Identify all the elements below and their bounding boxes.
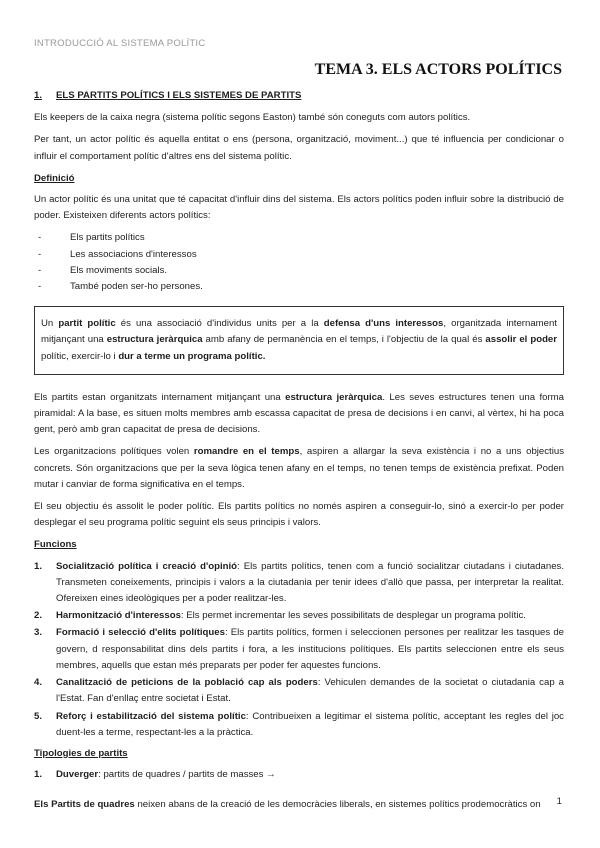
intro-paragraph-1: Els keepers de la caixa negra (sistema polític segons Easton) també són coneguts com autors polítics. bbox=[34, 112, 471, 124]
section-title: ELS PARTITS POLÍTICS I ELS SISTEMES DE PARTITS bbox=[56, 90, 302, 101]
definition-box bbox=[34, 306, 564, 375]
tipologia-item: 1. Duverger: partits de quadres / partits de masses → bbox=[34, 769, 276, 781]
document-title: TEMA 3. ELS ACTORS POLÍTICS bbox=[314, 61, 562, 78]
intro-paragraph-2: Per tant, un actor polític és aquella entitat o ens (persona, organització, moviment...) que té influencia per condicionar o influir el comportament polític d'altres ens del sistema polític. bbox=[34, 134, 564, 162]
list-item: 5. Reforç i estabilització del sistema polític: Contribueixen a legitimar el sistema polític, acceptant les regles del joc duent-les a terme, respectant-les a la pràctica. bbox=[34, 710, 564, 738]
list-item: 4. Canalització de peticions de la població cap als poders: Vehiculen demandes de la societat o ciutadania cap a l'Estat. Fan d'enllaç entre societat i Estat. bbox=[34, 677, 564, 705]
list-item: - També poden ser-ho persones. bbox=[38, 281, 203, 293]
partits-paragraph-3: El seu objectiu és assolit le poder polític. Els partits polítics no només aspiren a conseguir-lo, sinó a exercir-lo per poder desplegar el seu programa polític seguint els seus principis i valors. bbox=[34, 501, 564, 529]
definicio-heading: Definició bbox=[34, 172, 75, 184]
definicio-paragraph: Un actor polític és una unitat que té capacitat d'influir dins del sistema. Els actors polítics poden influir sobre la distribució de poder. Existeixen diferents actors polítics: bbox=[34, 194, 564, 222]
tipologies-heading: Tipologies de partits bbox=[34, 747, 128, 759]
list-item: - Les associacions d'interessos bbox=[38, 248, 197, 260]
list-item: 2. Harmonització d'interessos: Els permet incrementar les seves possibilitats de desplegar un programa polític. bbox=[34, 610, 526, 622]
funcions-list bbox=[34, 559, 564, 741]
partits-paragraph-1: Els partits estan organitzats internament mitjançant una estructura jeràrquica. Les seves estructures tenen una forma piramidal: A la base, es situen molts membres amb escassa capacitat de presa de decisions i en canvi, al vèrtex, hi ha poca gent, però amb gran capacitat de presa de decisions. bbox=[34, 391, 565, 436]
list-item: - Els partits polítics bbox=[38, 232, 145, 244]
list-item: 3. Formació i selecció d'elits polítiques: Els partits polítics, formen i seleccionen persones per realitzar les tasques de govern, d responsabilitat dins dels partits i fora, a les institucions polítiques. Els partits seleccionen entre els seus membres, aquells que estan més preparats per poder fer aquestes funcions. bbox=[34, 627, 564, 671]
section-heading bbox=[34, 88, 564, 104]
partits-paragraph-2: Les organitzacions polítiques volen romandre en el temps, aspiren a allargar la seva existència i no a uns objectius concrets. Són organitzacions que per la seva lògica tenen afany en el temps, no tenen temps de existència prefixat. Poden mutar i canviar de forma significativa en el temps. bbox=[34, 446, 564, 490]
funcions-heading: Funcions bbox=[34, 539, 77, 551]
document-body bbox=[34, 88, 564, 820]
section-number: 1. bbox=[34, 90, 43, 101]
definition-box-text: Un partit polític és una associació d'individus units per a la defensa d'uns interessos, organitzada internament mitjançant una estructura jeràrquica amb afany de permanència en el temps, i l'objectiu de la qual és assolir el poder polític, exercir-lo i dur a terme un programa polític. bbox=[41, 318, 558, 362]
list-item: - Els moviments socials. bbox=[38, 264, 168, 276]
list-item: 1. Socialització política i creació d'opinió: Els partits polítics, tenen com a funció socialitzar ciutadans i ciutadanes. Transmeten coneixements, principis i valors a la ciutadania per tenir idees d'allò que passa, per interpretar la realitat. Ofereixen eines ideològiques per a poder realitzar-les. bbox=[34, 560, 565, 605]
page-number: 1 bbox=[556, 796, 562, 807]
actors-list bbox=[34, 230, 564, 295]
page-header: INTRODUCCIÓ AL SISTEMA POLÍTIC bbox=[34, 38, 206, 49]
quadres-paragraph: Els Partits de quadres neixen abans de la creació de les democràcies liberals, en sistemes polítics prodemocràtics on bbox=[34, 799, 541, 811]
